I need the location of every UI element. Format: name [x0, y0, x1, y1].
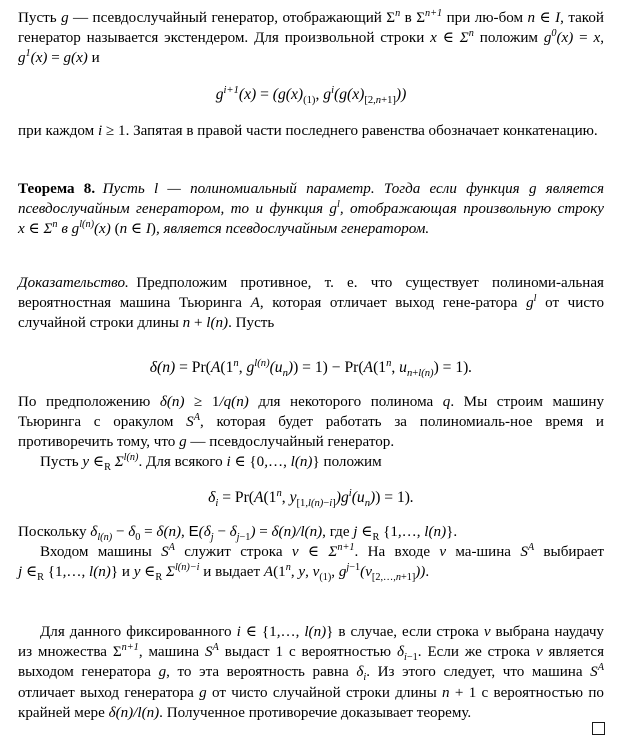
math-SA: $S^A$ [186, 412, 200, 431]
proof-machine-input [18, 542, 604, 582]
equation-g-recursive: $g^{i+1}(x) = (g(x)_{(1)}$, $g^i(g(x)_{[2,n+1]})$) [215, 84, 407, 107]
math-A-output: A(1$^n$, y, $v_{(1)}$, $g^{j-1}(v_{[2,\dots,n+1]})$) [263, 562, 426, 584]
math-g: g [199, 684, 207, 701]
equation-delta-i: $\delta_i = Pr(A(1^n$, $y_{[1,l(n)-i]})g^i(u_n)) = 1$). [208, 487, 414, 510]
paragraph-text: Входом машины $S^A$ служит строка v ∈ $\Sigma^{n+1}$. На входе v ма‑шина $S^A$ выбирает j $\in_R$ {1,…, l(n)} и y $\in_R$ $\Sigma^{l(n)-i}$ и выдает A(1$^n$, y, $v_{(1)}$, $g^{j-1}(v_{[2,\dots,n+1]})$). [18, 541, 604, 584]
math-sigma-n1: $\Sigma^{n+1}$ [416, 7, 443, 26]
math-j-choice: j $\in_R$ {1,…, l(n)} [18, 564, 119, 584]
paragraph-text: Пусть y $\in_R$ $\Sigma^{l(n)}$. Для всякого i ∈ {0,…, l(n)} положим [40, 451, 382, 474]
math-delta-i: $\delta_i$ [356, 664, 367, 684]
theorem-heading: Теорема 8. [18, 181, 96, 197]
math-SA: $S^A$ [205, 642, 219, 661]
math-g: g [179, 434, 187, 451]
math-i-in-set: i ∈ {0,…, l(n)} [226, 454, 320, 470]
math-SA: $S^A$ [520, 541, 535, 560]
math-j-in-set: j $\in_R$ {1,…, l(n)} [353, 524, 454, 544]
math-x-in-sigma-n: x ∈ $\Sigma^n$ [18, 219, 58, 238]
math-n-plus-ln: n + l(n) [182, 315, 229, 332]
paragraph-text: По предположению δ(n) ≥ 1/q(n) для некоторого полинома q. Мы строим машину Тьюринга с оракулом $S^A$, которая будет работать за полиномиаль‑ное время и противоречить тому, что g — псевдослучайный генератор. [18, 394, 605, 451]
paragraph-definition-extender [18, 8, 604, 69]
paragraph-text: Для данного фиксированного i ∈ {1,…, l(n)} в случае, если строка v выбрана наудачу из множества $\Sigma^{n+1}$, машина $S^A$ выдаст 1 с вероятностью $\delta_{i-1}$. Если же строка v является выходом генератора g, то эта вероятность равна $\delta_i$. Из этого следует, что машина $S^A$ отличает выход генератора g от чисто случайной строки длины n + 1 с вероятностью по крайней мере δ(n)/l(n). Полученное противоречие доказывает теорему. [18, 624, 605, 721]
math-v-in-sigma: v ∈ $\Sigma^{n+1}$ [291, 541, 355, 560]
math-gln-x: $g^{l(n)}(x)$ [71, 219, 111, 238]
math-A: A [250, 295, 260, 312]
math-v: v [535, 644, 543, 661]
math-v: v [483, 624, 491, 640]
math-gl: $g^l$ [526, 293, 537, 312]
paragraph-text: при каждом i ≥ 1. Запятая в правой части последнего равенства обозначает конкатенацию. [18, 123, 598, 139]
math-i-ge-1: i ≥ 1 [97, 123, 126, 139]
math-n-in-I: (n ∈ I) [114, 221, 156, 238]
paragraph-concatenation-note [18, 121, 604, 141]
math-x-in-sigma-n: x ∈ $\Sigma^n$ [430, 28, 474, 47]
math-gl: $g^l$ [329, 199, 340, 218]
math-q: q [442, 394, 451, 410]
math-v: v [439, 544, 447, 560]
math-g: g [158, 664, 167, 681]
proof-conclusion [18, 622, 604, 723]
proof-expectation [18, 522, 604, 542]
math-l: l [153, 181, 159, 197]
math-g: g [61, 10, 69, 26]
math-y-in-sigma: y $\in_R$ $\Sigma^{l(n)}$ [82, 451, 139, 474]
proof-opening [18, 273, 604, 334]
proof-let-y [18, 452, 604, 472]
math-SA: $S^A$ [161, 541, 175, 560]
math-sigma-n1: $\Sigma^{n+1}$ [112, 642, 139, 661]
theorem-8 [18, 179, 604, 240]
qed-square [592, 722, 605, 735]
paragraph-text: Поскольку $\delta_{l(n)} - \delta_0 = \delta(n)$, $E(\delta_j - \delta_{j-1}) = \delta(n)/l(n)$, где j $\in_R$ {1,…, l(n)}. [18, 523, 458, 544]
math-delta-ge: δ(n) ≥ 1/q(n) [159, 394, 249, 410]
math-delta-over-l: δ(n)/l(n) [108, 704, 160, 721]
math-expectation: $E(\delta_j - \delta_{j-1}) = \delta(n)/l(n)$ [188, 523, 323, 544]
math-g0: $g^0(x) = x$ [543, 28, 601, 47]
math-i-fixed: i ∈ {1,…, l(n)} [236, 624, 334, 640]
math-g: g [528, 181, 537, 197]
proof-heading: Доказательство. [18, 275, 129, 291]
paragraph-text: Доказательство. Предположим противное, т. е. что существует полиноми‑альная вероятностная машина Тьюринга A, которая отличает выход гене‑ратора $g^l$ от чисто случайной строки длины n + l(n). Пусть [18, 275, 604, 332]
proof-assumption [18, 392, 604, 453]
math-sigma-n: $\Sigma^n$ [386, 7, 401, 26]
paragraph-text: Пусть g — псевдослучайный генератор, отображающий $\Sigma^n$ в $\Sigma^{n+1}$ при лю‑бом n ∈ I, такой генератор называется экстендером. Для произвольной строки x ∈ $\Sigma^n$ положим $g^0(x) = x$, $g^1(x) = g(x)$ и [18, 7, 604, 67]
math-delta-diff: $\delta_{l(n)} - \delta_0 = \delta(n)$ [90, 524, 182, 544]
math-n-plus-1: n + 1 [442, 684, 477, 701]
math-SA: $S^A$ [590, 662, 604, 681]
math-n-in-I: n ∈ I [527, 10, 561, 26]
math-delta-i-1: $\delta_{i-1}$ [396, 644, 418, 664]
equation-delta-n: δ(n) = Pr(A(1$^n$, $g^{l(n)}(u_n)) = 1) - Pr(A(1^n$, $u_{n+l(n)}) = 1$). [149, 357, 473, 380]
theorem-statement: Теорема 8. Пусть l — полиномиальный параметр. Тогда если функция g является псевдослучайным генератором, то и функция $g^l$, отображающая произвольную строку x ∈ $\Sigma^n$ в $g^{l(n)}(x)$ (n ∈ I), является псевдослучайным генератором. [18, 181, 605, 238]
math-g1: $g^1(x) = g(x)$ [18, 48, 88, 67]
math-y-choice: y $\in_R$ $\Sigma^{l(n)-i}$ [133, 562, 200, 584]
